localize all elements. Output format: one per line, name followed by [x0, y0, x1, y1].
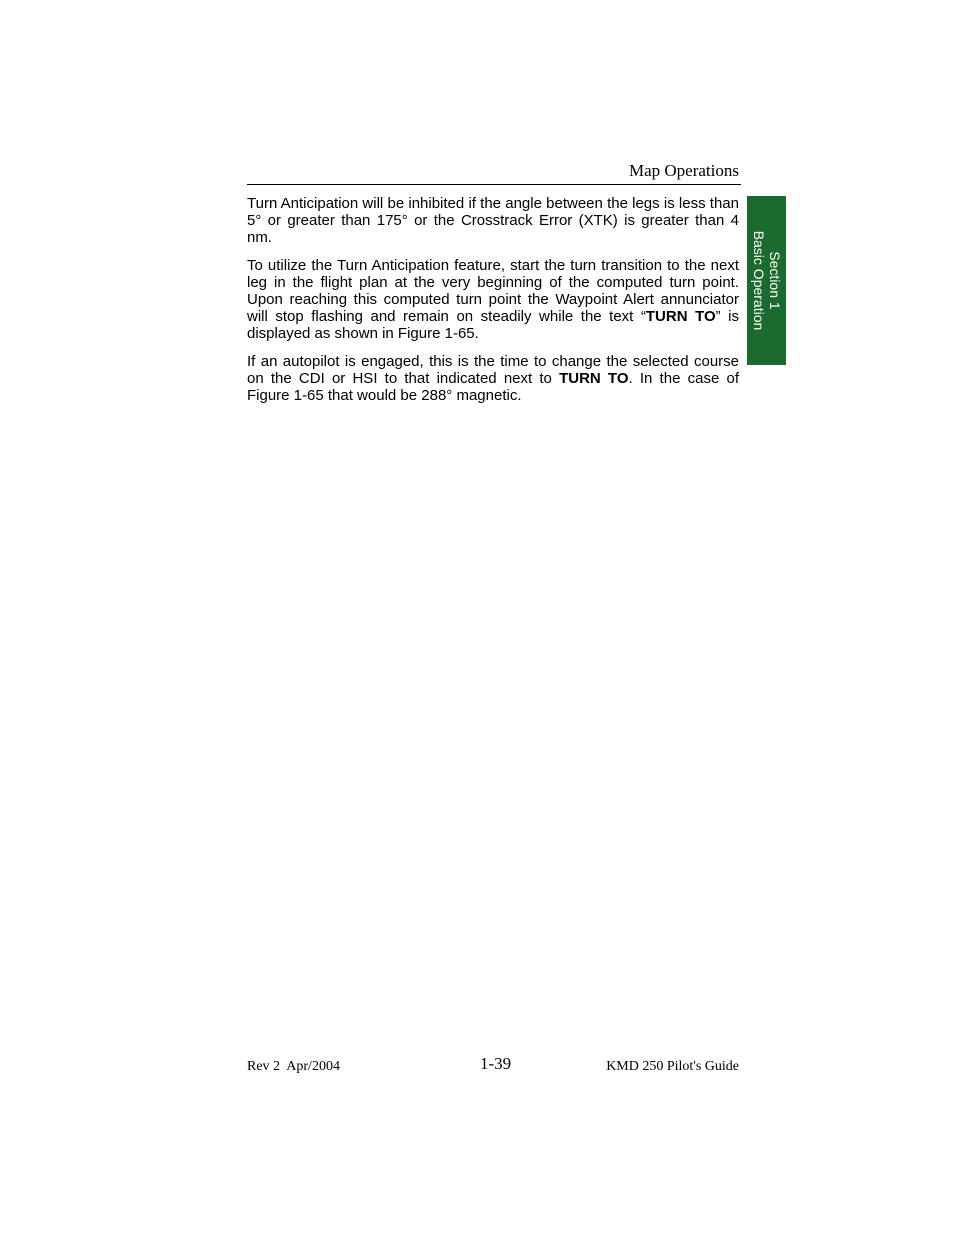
footer-page-number: 1-39: [480, 1054, 512, 1073]
section-tab: [747, 196, 786, 365]
paragraph-1: [247, 195, 739, 246]
body-text: [247, 195, 739, 415]
paragraph-1-text: Turn Anticipation will be inhibited if the angle between the legs is less than 5° or greater than 175° or the Crosstrack Error (XTK) is greater than 4 nm.: [247, 195, 739, 246]
paragraph-3: [247, 353, 739, 404]
section-tab-line1: Section 1: [767, 251, 783, 310]
footer-revision: Rev 2 Apr/2004: [247, 1059, 340, 1074]
paragraph-2-text-b: ” is displayed as shown in Figure 1-65.: [247, 308, 740, 342]
paragraph-2-text-a: To utilize the Turn Anticipation feature, start the turn transition to the next leg in the flight plan at the very beginning of the computed turn point. Upon reaching this computed turn point the Waypoint Alert annunciator will stop flashing and remain on steadily while the text “: [247, 257, 739, 325]
paragraph-3-text-a: If an autopilot is engaged, this is the time to change the selected course on the CDI or HSI to that indicated next to: [247, 353, 739, 387]
section-tab-label: [747, 196, 786, 365]
footer-guide-title: KMD 250 Pilot's Guide: [606, 1059, 739, 1074]
header-divider: [247, 184, 741, 185]
section-tab-line2: Basic Operation: [751, 230, 767, 331]
paragraph-3-text-b: . In the case of Figure 1-65 that would be 288° magnetic.: [247, 370, 739, 404]
paragraph-2: [247, 257, 739, 342]
paragraph-2-bold: TURN TO: [645, 308, 716, 325]
paragraph-3-bold: TURN TO: [559, 370, 629, 387]
page-header-title: Map Operations: [628, 161, 739, 180]
